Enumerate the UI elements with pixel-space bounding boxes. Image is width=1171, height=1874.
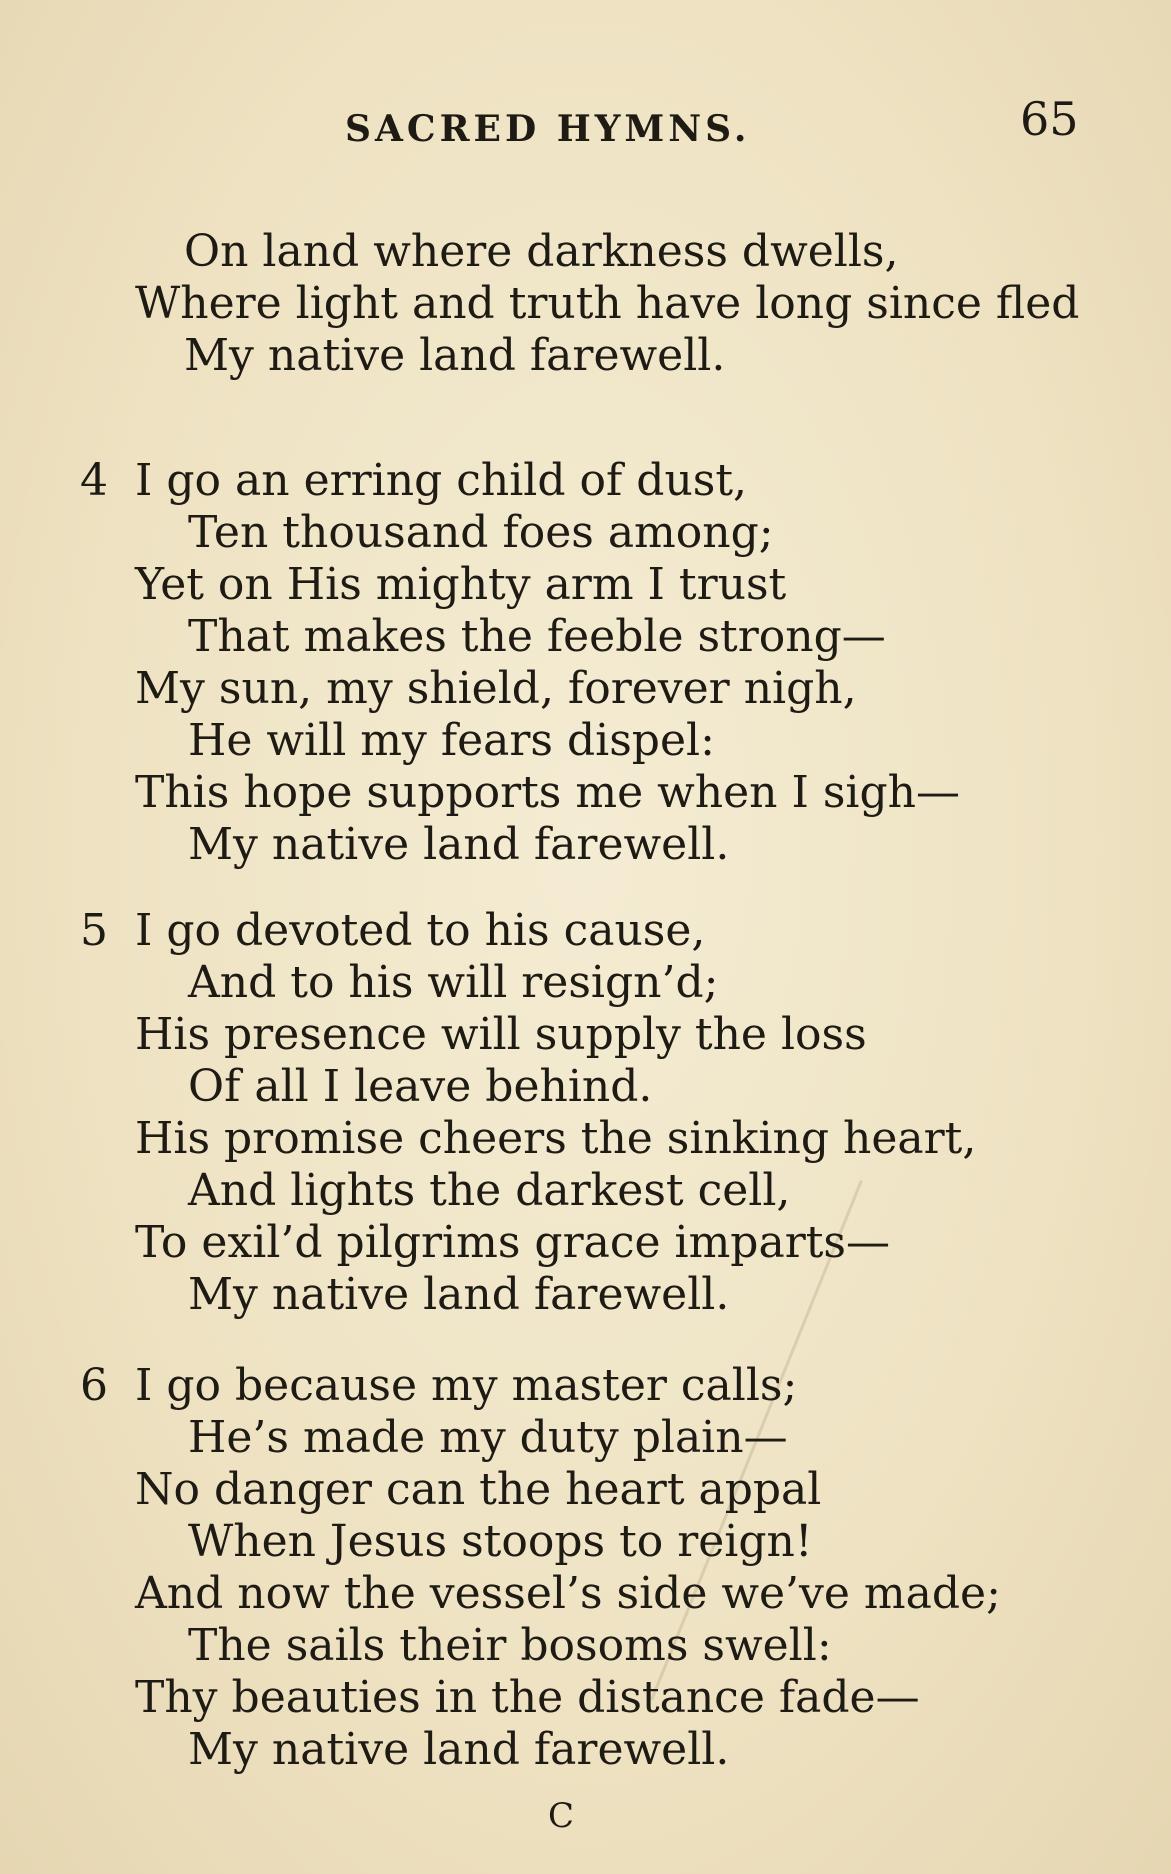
running-header-title: SACRED HYMNS. xyxy=(345,108,751,150)
verse-line: To exil’d pilgrims grace imparts— xyxy=(135,1217,891,1268)
verse-line: No danger can the heart appal xyxy=(135,1464,822,1515)
verse-line: I go devoted to his cause, xyxy=(135,905,706,956)
verse-line: My native land farewell. xyxy=(188,1269,730,1320)
signature-mark: C xyxy=(548,1796,575,1836)
verse-line: My sun, my shield, forever nigh, xyxy=(135,663,857,714)
verse-line: When Jesus stoops to reign! xyxy=(188,1516,813,1567)
verse-line: His promise cheers the sinking heart, xyxy=(135,1113,977,1164)
verse-line: Yet on His mighty arm I trust xyxy=(135,559,787,610)
verse-line: The sails their bosoms swell: xyxy=(188,1620,832,1671)
verse-line: Ten thousand foes among; xyxy=(188,507,774,558)
verse-line: This hope supports me when I sigh— xyxy=(135,767,960,818)
intro-line: Where light and truth have long since fled xyxy=(135,278,1080,329)
verse-line: He’s made my duty plain— xyxy=(188,1412,788,1463)
intro-line: On land where darkness dwells, xyxy=(184,226,899,277)
verse-line: And to his will resign’d; xyxy=(188,957,719,1008)
verse-line: Thy beauties in the distance fade— xyxy=(135,1672,920,1723)
verse-line: I go an erring child of dust, xyxy=(135,455,748,506)
verse-line: My native land farewell. xyxy=(188,819,730,870)
intro-line: My native land farewell. xyxy=(184,330,726,381)
verse-number: 4 xyxy=(80,455,108,506)
verse-number: 5 xyxy=(80,905,108,956)
verse-line: My native land farewell. xyxy=(188,1724,730,1775)
page-number: 65 xyxy=(1020,92,1079,146)
verse-line: Of all I leave behind. xyxy=(188,1061,653,1112)
verse-line: And lights the darkest cell, xyxy=(188,1165,791,1216)
verse-line: I go because my master calls; xyxy=(135,1360,798,1411)
verse-line: He will my fears dispel: xyxy=(188,715,715,766)
verse-number: 6 xyxy=(80,1360,108,1411)
verse-line: That makes the feeble strong— xyxy=(188,611,886,662)
verse-line: And now the vessel’s side we’ve made; xyxy=(135,1568,1001,1619)
verse-line: His presence will supply the loss xyxy=(135,1009,867,1060)
